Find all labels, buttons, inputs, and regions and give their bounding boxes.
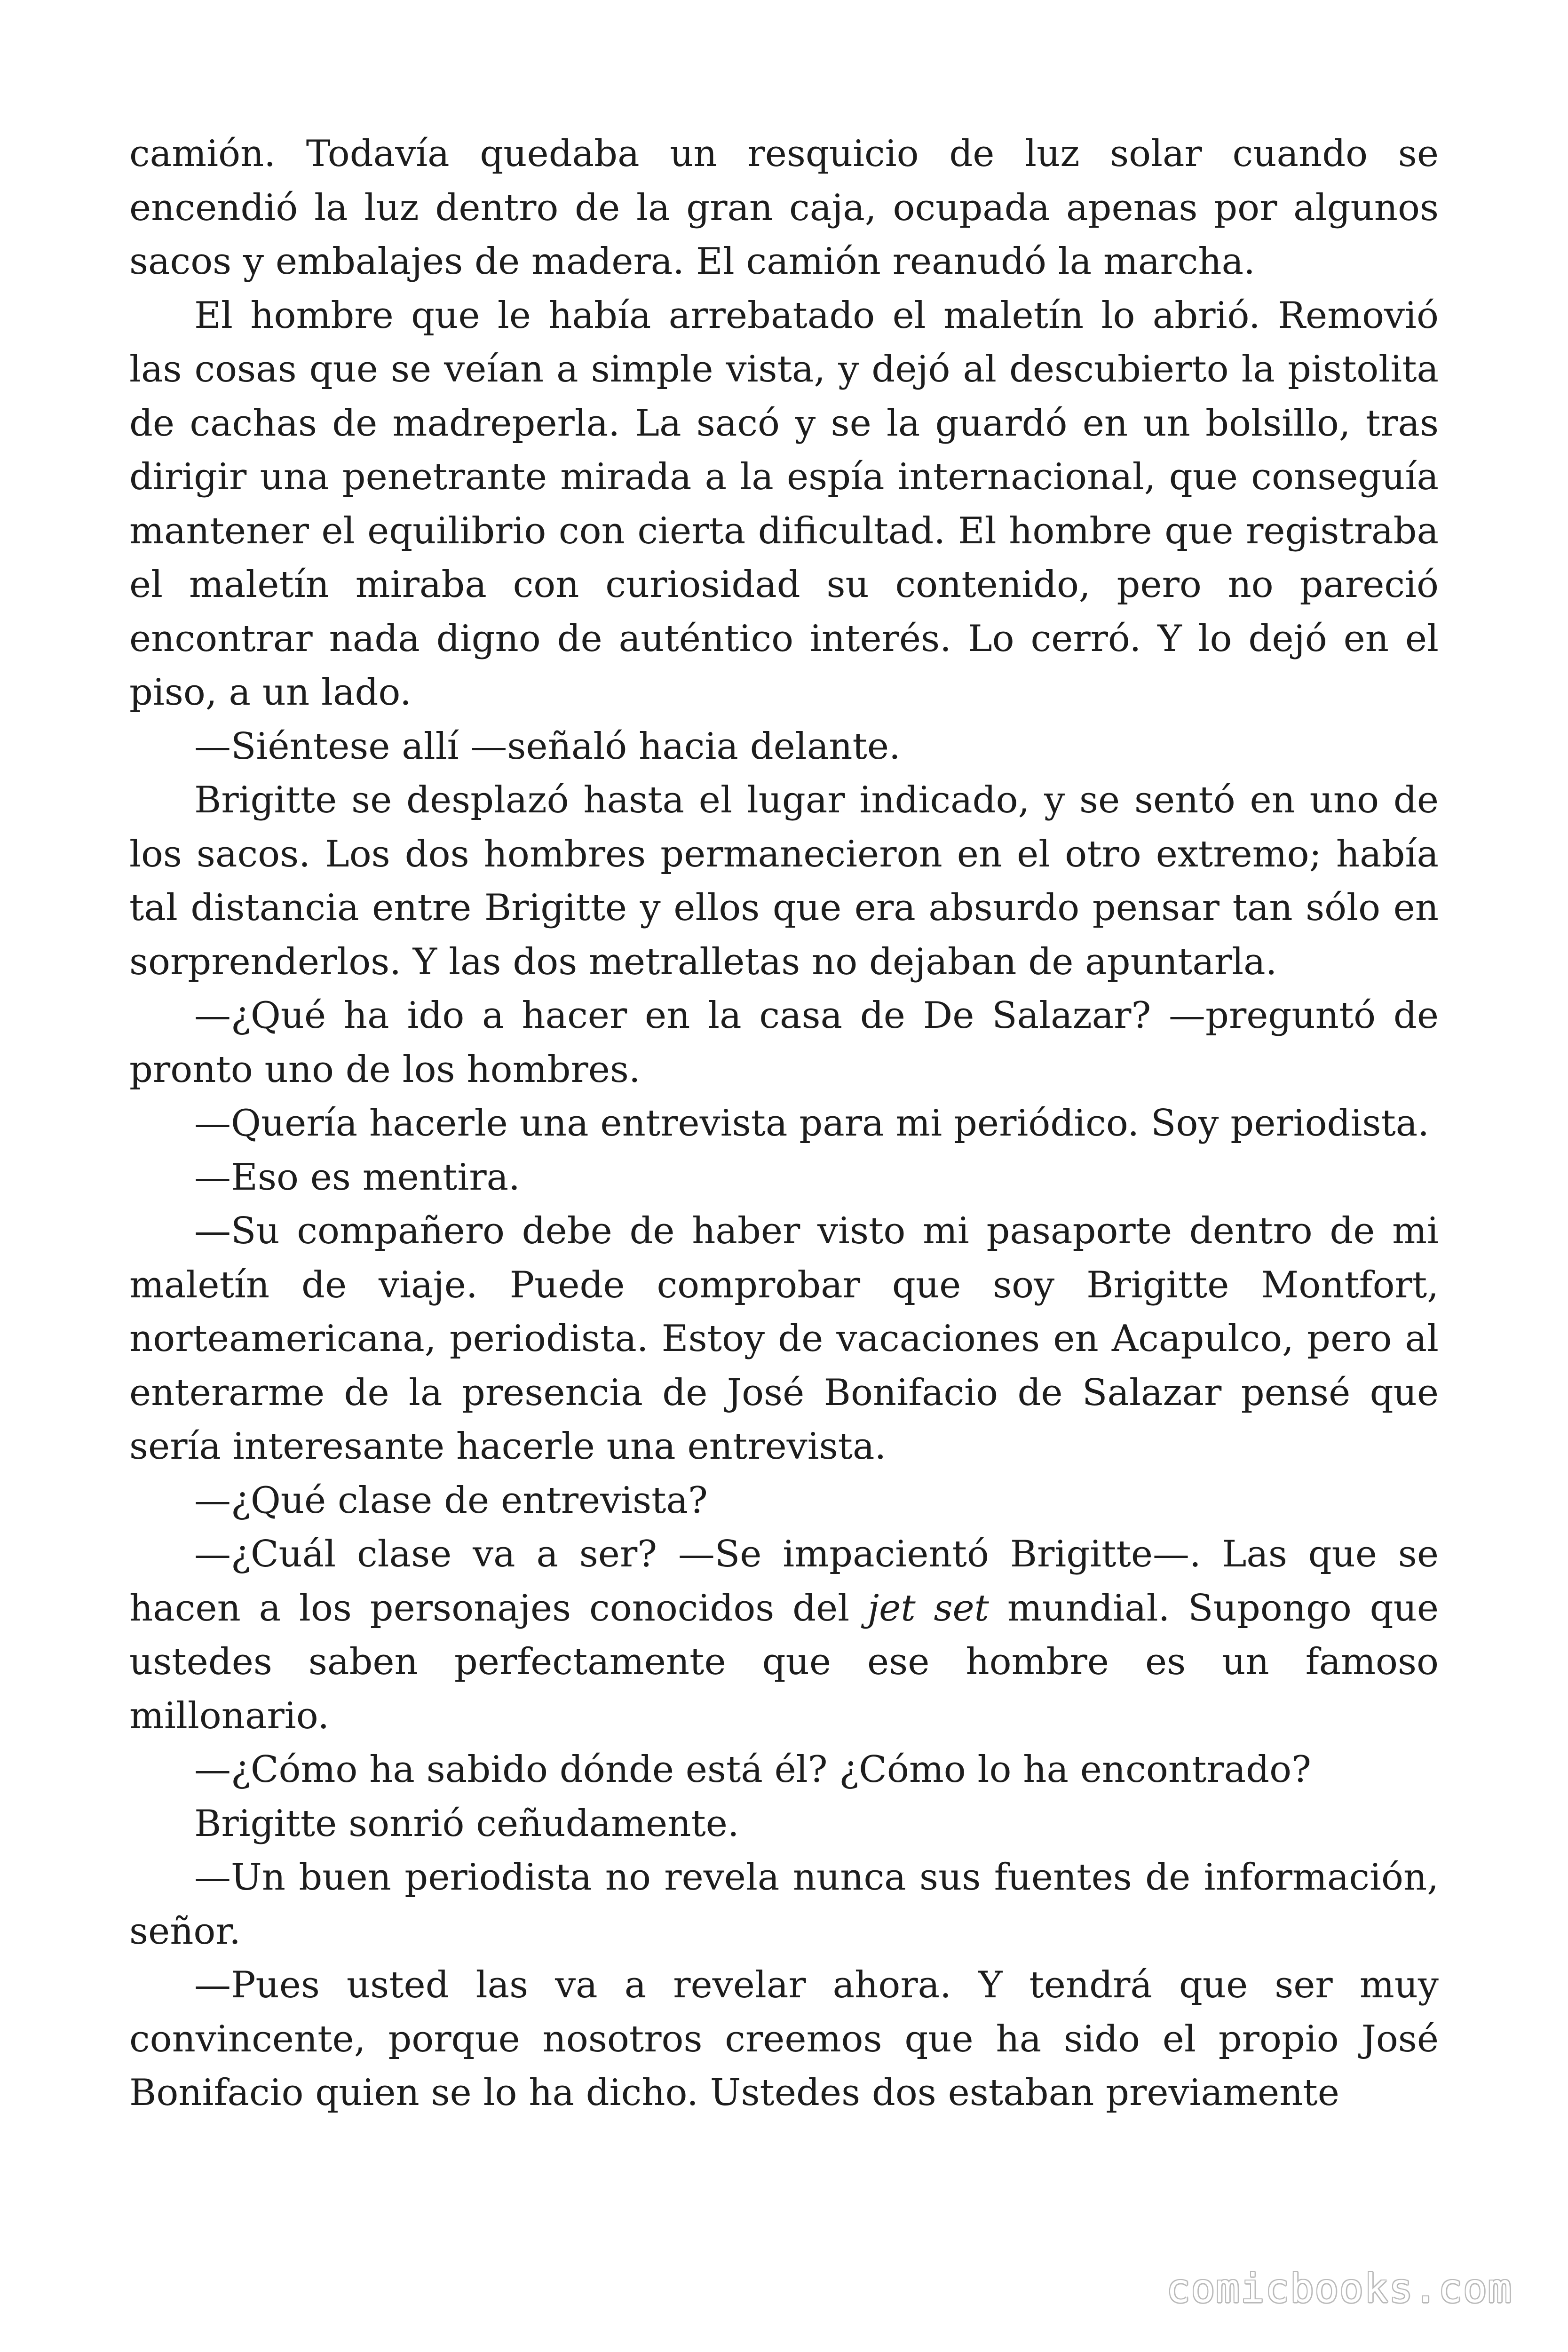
paragraph-text: mundial. Supongo que ustedes saben perfectamente que ese hombre es un famoso millonario. bbox=[129, 1587, 1439, 1737]
paragraph bbox=[129, 1204, 1439, 1474]
paragraph-text: —¿Cómo ha sabido dónde está él? ¿Cómo lo ha encontrado? bbox=[194, 1748, 1311, 1791]
paragraph bbox=[129, 127, 1439, 289]
paragraph-text: —Siéntese allí —señaló hacia delante. bbox=[194, 725, 901, 768]
paragraph bbox=[129, 1527, 1439, 1743]
paragraph bbox=[129, 1797, 1439, 1851]
paragraph bbox=[129, 1097, 1439, 1151]
paragraph-text: El hombre que le había arrebatado el maletín lo abrió. Removió las cosas que se veían a simple vista, y dejó al descubierto la pistolita de cachas de madreperla. La sacó y se la guardó en un bolsillo, tras dirigir una penetrante mirada a la espía internacional, que conseguía mantener el equilibrio con cierta dificultad. El hombre que registraba el maletín miraba con curiosidad su contenido, pero no pareció encontrar nada digno de auténtico interés. Lo cerró. Y lo dejó en el piso, a un lado. bbox=[129, 294, 1439, 714]
page-body-text bbox=[129, 127, 1439, 2120]
paragraph bbox=[129, 1743, 1439, 1797]
paragraph-text: —¿Cuál clase va a ser? —Se impacientó Brigitte—. Las que se hacen a los personajes conocidos del bbox=[129, 1533, 1439, 1629]
paragraph-text: —Quería hacerle una entrevista para mi periódico. Soy periodista. bbox=[194, 1102, 1430, 1144]
paragraph bbox=[129, 720, 1439, 774]
paragraph-text: —Pues usted las va a revelar ahora. Y tendrá que ser muy convincente, porque nosotros creemos que ha sido el propio José Bonifacio quien se lo ha dicho. Ustedes dos estaban previamente bbox=[129, 1964, 1439, 2114]
paragraph-text: —Un buen periodista no revela nunca sus fuentes de información, señor. bbox=[129, 1856, 1439, 1953]
paragraph-text: —Eso es mentira. bbox=[194, 1156, 520, 1199]
paragraph-text: Brigitte se desplazó hasta el lugar indicado, y se sentó en uno de los sacos. Los dos hombres permanecieron en el otro extremo; había tal distancia entre Brigitte y ellos que era absurdo pensar tan sólo en sorprenderlos. Y las dos metralletas no dejaban de apuntarla. bbox=[129, 779, 1439, 983]
paragraph bbox=[129, 773, 1439, 989]
paragraph-text: Brigitte sonrió ceñudamente. bbox=[194, 1802, 739, 1845]
paragraph-text: —¿Qué ha ido a hacer en la casa de De Salazar? —preguntó de pronto uno de los hombres. bbox=[129, 994, 1439, 1091]
paragraph bbox=[129, 1851, 1439, 1958]
paragraph bbox=[129, 989, 1439, 1097]
paragraph bbox=[129, 1958, 1439, 2120]
paragraph bbox=[129, 1474, 1439, 1528]
paragraph bbox=[129, 1151, 1439, 1205]
paragraph-text: —Su compañero debe de haber visto mi pasaporte dentro de mi maletín de viaje. Puede comprobar que soy Brigitte Montfort, norteamericana, periodista. Estoy de vacaciones en Acapulco, pero al enterarme de la presencia de José Bonifacio de Salazar pensé que sería interesante hacerle una entrevista. bbox=[129, 1210, 1439, 1468]
italic-text: jet set bbox=[867, 1587, 990, 1629]
site-watermark: comicbooks.com bbox=[1166, 2265, 1513, 2312]
paragraph bbox=[129, 289, 1439, 720]
paragraph-text: camión. Todavía quedaba un resquicio de luz solar cuando se encendió la luz dentro de la gran caja, ocupada apenas por algunos sacos y embalajes de madera. El camión reanudó la marcha. bbox=[129, 133, 1439, 283]
paragraph-text: —¿Qué clase de entrevista? bbox=[194, 1479, 708, 1522]
